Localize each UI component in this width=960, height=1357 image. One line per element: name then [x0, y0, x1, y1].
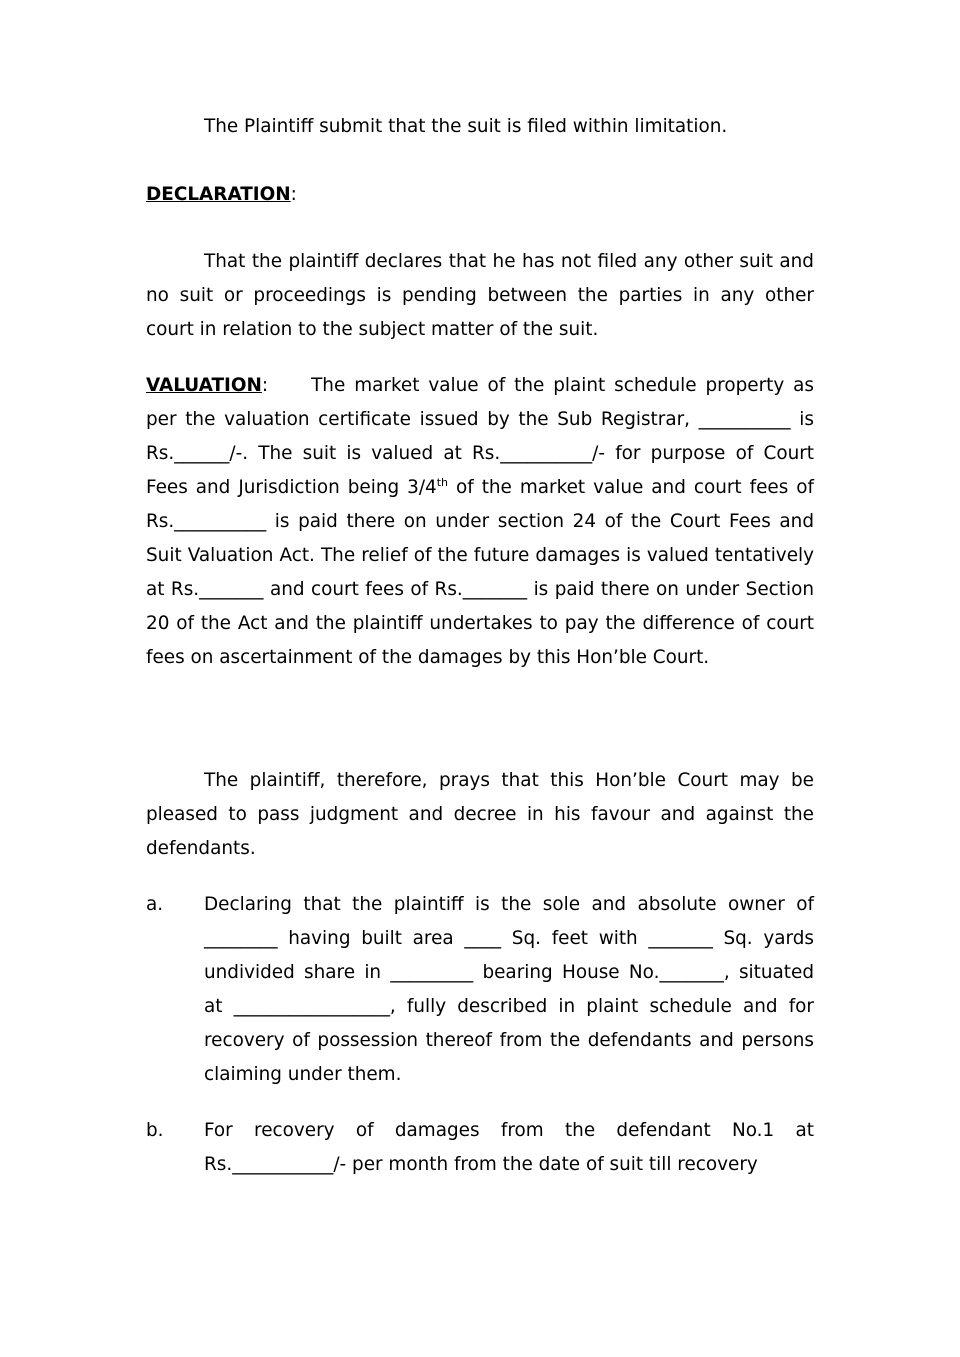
prayer-item-b	[146, 1114, 814, 1182]
declaration-colon: :	[290, 184, 297, 205]
declaration-paragraph: That the plaintiff declares that he has not filed any other suit and no suit or proceedings is pending between the parties in any other court in relation to the subject matter of the suit.	[146, 251, 814, 340]
declaration-heading: DECLARATION	[146, 184, 291, 205]
limitation-paragraph: The Plaintiff submit that the suit is filed within limitation.	[204, 116, 728, 137]
declaration-heading-line	[146, 178, 814, 212]
valuation-text-part1: The market value of the plaint schedule property as per the valuation certificate issued by the Sub Registrar, __________ is Rs.______/-. The suit is valued at Rs.__________/- for purpose of Court Fees and Jurisdiction being 3/4	[146, 375, 814, 498]
valuation-heading: VALUATION	[146, 375, 262, 396]
prayer-item-a	[146, 888, 814, 1092]
valuation-superscript: th	[436, 475, 449, 489]
prayer-item-b-text: For recovery of damages from the defendant No.1 at Rs.___________/- per month from the date of suit till recovery	[204, 1120, 814, 1175]
prayer-item-b-marker: b.	[146, 1120, 164, 1141]
valuation-colon: :	[261, 375, 269, 396]
valuation-text-part2: of the market value and court fees of Rs.__________ is paid there on under section 24 of the Court Fees and Suit Valuation Act. The relief of the future damages is valued tentatively at Rs._______ and court fees of Rs._______ is paid there on under Section 20 of the Act and the plaintiff undertakes to pay the difference of court fees on ascertainment of the damages by this Hon’ble Court.	[146, 477, 814, 668]
prayer-item-a-text: Declaring that the plaintiff is the sole and absolute owner of ________ having built area ____ Sq. feet with _______ Sq. yards undivided share in _________ bearing House No._______, situated at _________________, fully described in plaint schedule and for recovery of possession thereof from the defendants and persons claiming under them.	[204, 894, 814, 1085]
prayer-paragraph: The plaintiff, therefore, prays that this Hon’ble Court may be pleased to pass judgment and decree in his favour and against the defendants.	[146, 770, 814, 859]
valuation-paragraph	[146, 369, 814, 675]
prayer-item-a-marker: a.	[146, 894, 164, 915]
